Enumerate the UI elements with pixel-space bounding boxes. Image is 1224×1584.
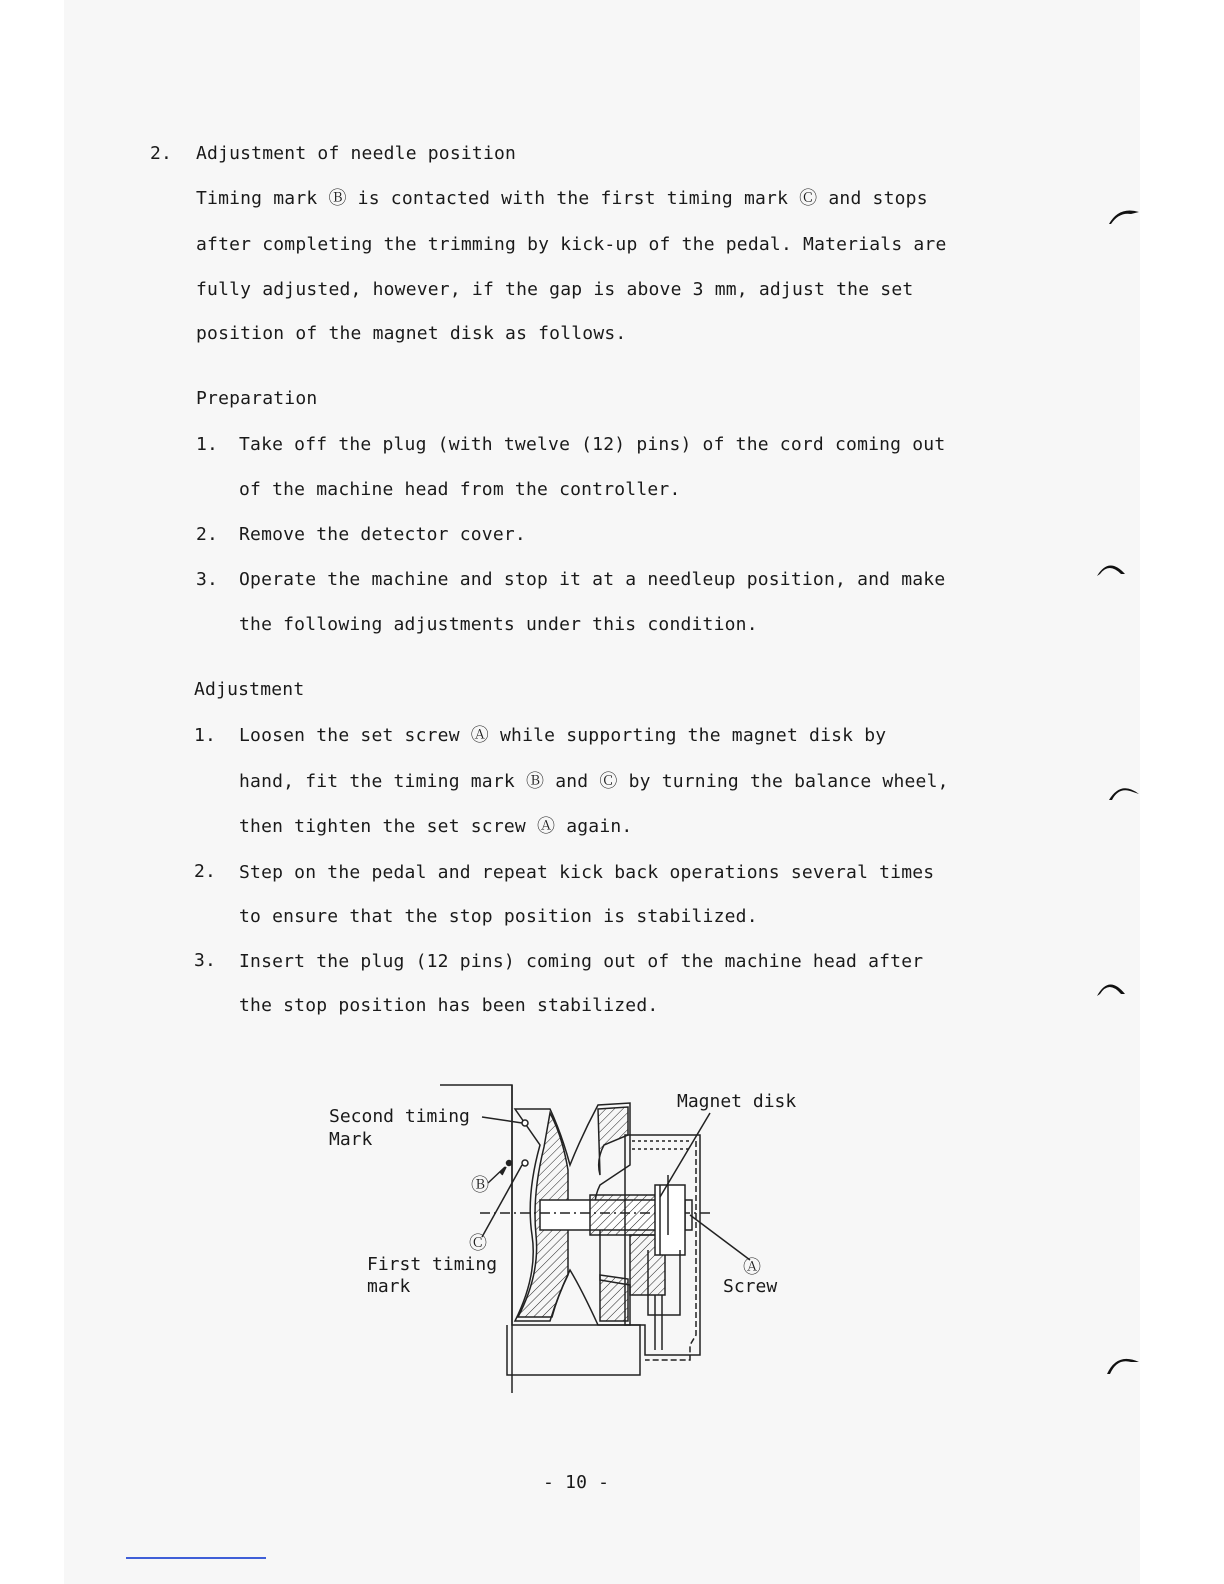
label-magnet-disk: Magnet disk bbox=[677, 1091, 797, 1112]
prep-step-line: the following adjustments under this condition. bbox=[239, 614, 758, 635]
adj-step-line: to ensure that the stop position is stabilized. bbox=[239, 906, 758, 927]
label-a: Ⓐ bbox=[743, 1257, 761, 1278]
adj-step-line: then tighten the set screw Ⓐ again. bbox=[239, 816, 633, 837]
intro-line: Timing mark Ⓑ is contacted with the first timing mark Ⓒ and stops bbox=[196, 188, 928, 209]
prep-step-number: 2. bbox=[196, 524, 219, 545]
binder-tab-mark bbox=[1093, 552, 1133, 582]
label-first-timing-mark: mark bbox=[367, 1276, 411, 1297]
label-second-timing: Second timing bbox=[329, 1106, 470, 1127]
section-title: Adjustment of needle position bbox=[196, 143, 517, 164]
label-b: Ⓑ bbox=[471, 1175, 489, 1196]
intro-line: position of the magnet disk as follows. bbox=[196, 323, 627, 344]
intro-line: fully adjusted, however, if the gap is above 3 mm, adjust the set bbox=[196, 279, 914, 300]
binder-tab-mark bbox=[1103, 1348, 1143, 1378]
intro-line: after completing the trimming by kick-up of the pedal. Materials are bbox=[196, 234, 947, 255]
binder-tab-mark bbox=[1105, 200, 1145, 230]
page-number: - 10 - bbox=[543, 1472, 610, 1493]
scan-edge-line bbox=[126, 1557, 266, 1559]
prep-step-number: 1. bbox=[196, 434, 219, 455]
adjustment-heading: Adjustment bbox=[194, 679, 305, 700]
prep-step-line: of the machine head from the controller. bbox=[239, 479, 681, 500]
adj-step-line: Insert the plug (12 pins) coming out of the machine head after bbox=[239, 951, 924, 972]
label-c: Ⓒ bbox=[469, 1233, 487, 1254]
adj-step-line: Loosen the set screw Ⓐ while supporting the magnet disk by bbox=[239, 725, 887, 746]
prep-step-line: Remove the detector cover. bbox=[239, 524, 526, 545]
adj-step-number: 3. bbox=[194, 950, 217, 971]
label-second-timing-mark: Mark bbox=[329, 1129, 373, 1150]
adj-step-line: hand, fit the timing mark Ⓑ and Ⓒ by turning the balance wheel, bbox=[239, 771, 949, 792]
adj-step-line: the stop position has been stabilized. bbox=[239, 995, 659, 1016]
adj-step-number: 2. bbox=[194, 861, 217, 882]
adj-step-number: 1. bbox=[194, 725, 217, 746]
section-number: 2. bbox=[150, 143, 173, 164]
prep-step-line: Operate the machine and stop it at a needleup position, and make bbox=[239, 569, 946, 590]
prep-step-number: 3. bbox=[196, 569, 219, 590]
preparation-heading: Preparation bbox=[196, 388, 318, 409]
adj-step-line: Step on the pedal and repeat kick back operations several times bbox=[239, 862, 935, 883]
label-screw: Screw bbox=[723, 1276, 778, 1297]
label-first-timing: First timing bbox=[367, 1254, 498, 1275]
binder-tab-mark bbox=[1105, 776, 1145, 806]
binder-tab-mark bbox=[1093, 972, 1133, 1002]
prep-step-line: Take off the plug (with twelve (12) pins) of the cord coming out bbox=[239, 434, 946, 455]
